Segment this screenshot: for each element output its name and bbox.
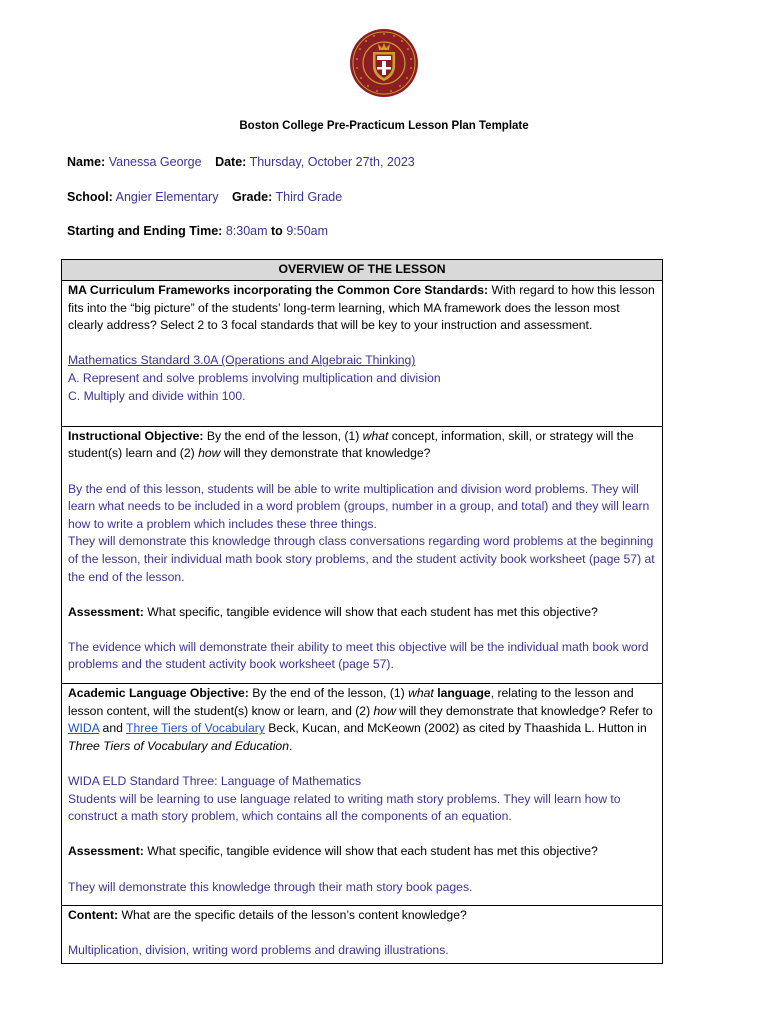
date-label: Date:: [215, 155, 247, 169]
time-start: 8:30am: [225, 224, 268, 238]
academic-prompt-part: Beck, Kucan, and McKeown (2002) as cited by Thaashida L. Hutton in: [264, 721, 647, 736]
assessment-label: Assessment:: [68, 604, 144, 619]
overview-heading: OVERVIEW OF THE LESSON: [62, 260, 663, 281]
name-value: Vanessa George: [108, 155, 202, 169]
academic-prompt-what: what: [408, 686, 434, 701]
math-standard-title: Mathematics Standard 3.0A (Operations and Algebraic Thinking): [68, 353, 416, 368]
grade-label: Grade:: [231, 190, 273, 204]
frameworks-row: [62, 281, 663, 427]
academic-prompt-period: .: [288, 738, 293, 753]
school-label: School:: [67, 190, 113, 204]
academic-assessment-prompt: What specific, tangible evidence will show that each student has met this objective?: [143, 844, 598, 859]
name-date-line: [67, 155, 415, 169]
instructional-prompt-part: will they demonstrate that knowledge?: [220, 446, 431, 461]
frameworks-cell: [62, 281, 663, 427]
academic-answer-body: Students will be learning to use language related to writing math story problems. They will learn how to construct a math story problem, which contains all the components of an equation.: [68, 791, 621, 824]
frameworks-label: MA Curriculum Frameworks incorporating the Common Core Standards:: [68, 283, 489, 297]
time-to: to: [271, 224, 283, 238]
instructional-prompt-part: concept, information, skill, or strategy will the student(s) learn and (2): [68, 428, 634, 461]
assessment-prompt: What specific, tangible evidence will show that each student has met this objective?: [143, 604, 598, 619]
instructional-objective-row: [62, 426, 663, 683]
time-end: 9:50am: [286, 224, 329, 238]
name-label: Name:: [67, 155, 106, 169]
content-prompt: What are the specific details of the lesson’s content knowledge?: [118, 908, 467, 923]
document-title: Boston College Pre-Practicum Lesson Plan Template: [239, 120, 529, 132]
school-value: Angier Elementary: [115, 190, 219, 204]
academic-prompt-part: By the end of the lesson, (1): [248, 686, 409, 701]
grade-value: Third Grade: [275, 190, 343, 204]
academic-language-row: [62, 684, 663, 906]
instructional-answer-2: They will demonstrate this knowledge through class conversations regarding word problems at the beginning of the lesson, their individual math book story problems, and the student activity book worksheet (page 57) at the end of the lesson.: [68, 534, 655, 584]
instructional-assessment-answer: The evidence which will demonstrate their ability to meet this objective will be the individual math book word problems and the student activity book worksheet (page 57).: [68, 639, 649, 672]
wida-standard-title: WIDA ELD Standard Three: Language of Mathematics: [68, 774, 362, 789]
academic-language-cell: [62, 684, 663, 906]
time-label: Starting and Ending Time:: [67, 224, 223, 238]
frameworks-prompt: With regard to how this lesson fits into the “big picture” of the students’ long-term learning, which MA framework does the lesson most clearly address? Select 2 to 3 focal standards that will be key to your instruction and assessment.: [68, 283, 655, 333]
instructional-prompt-part: By the end of the lesson, (1): [203, 428, 363, 443]
instructional-objective-cell: [62, 426, 663, 683]
boston-college-seal-logo: [349, 28, 419, 98]
instructional-prompt-how: how: [198, 446, 221, 461]
academic-prompt-part: will they demonstrate that knowledge? Refer to: [395, 703, 653, 718]
content-label: Content:: [68, 908, 119, 923]
content-cell: [62, 906, 663, 964]
instructional-answer-1: By the end of this lesson, students will be able to write multiplication and division word problems. They will learn what needs to be included in a word problem (groups, number in a group, and total) and they will learn how to write a problem which includes these three things.: [68, 481, 650, 531]
overview-table: [61, 259, 663, 964]
academic-prompt-language: language: [437, 686, 491, 701]
time-line: [67, 224, 328, 238]
academic-prompt-and: and: [99, 721, 127, 736]
math-standard-a: A. Represent and solve problems involving multiplication and division: [68, 370, 441, 385]
instructional-objective-label: Instructional Objective:: [68, 428, 204, 443]
three-tiers-link[interactable]: Three Tiers of Vocabulary: [126, 721, 265, 736]
wida-link[interactable]: WIDA: [68, 721, 100, 736]
instructional-prompt-what: what: [362, 428, 389, 443]
academic-assessment-answer: They will demonstrate this knowledge through their math story book pages.: [68, 879, 473, 894]
math-standard-c: C. Multiply and divide within 100.: [68, 388, 246, 403]
academic-prompt-part: , relating to the lesson and lesson content, will the student(s) know or learn, and (2): [68, 686, 634, 718]
academic-assessment-label: Assessment:: [68, 844, 144, 859]
date-value: Thursday, October 27th, 2023: [249, 155, 415, 169]
content-row: [62, 906, 663, 964]
academic-language-label: Academic Language Objective:: [68, 686, 249, 701]
school-grade-line: [67, 190, 342, 204]
academic-book-title: Three Tiers of Vocabulary and Education: [68, 738, 289, 753]
content-answer: Multiplication, division, writing word problems and drawing illustrations.: [68, 943, 449, 958]
academic-prompt-how: how: [373, 703, 396, 718]
